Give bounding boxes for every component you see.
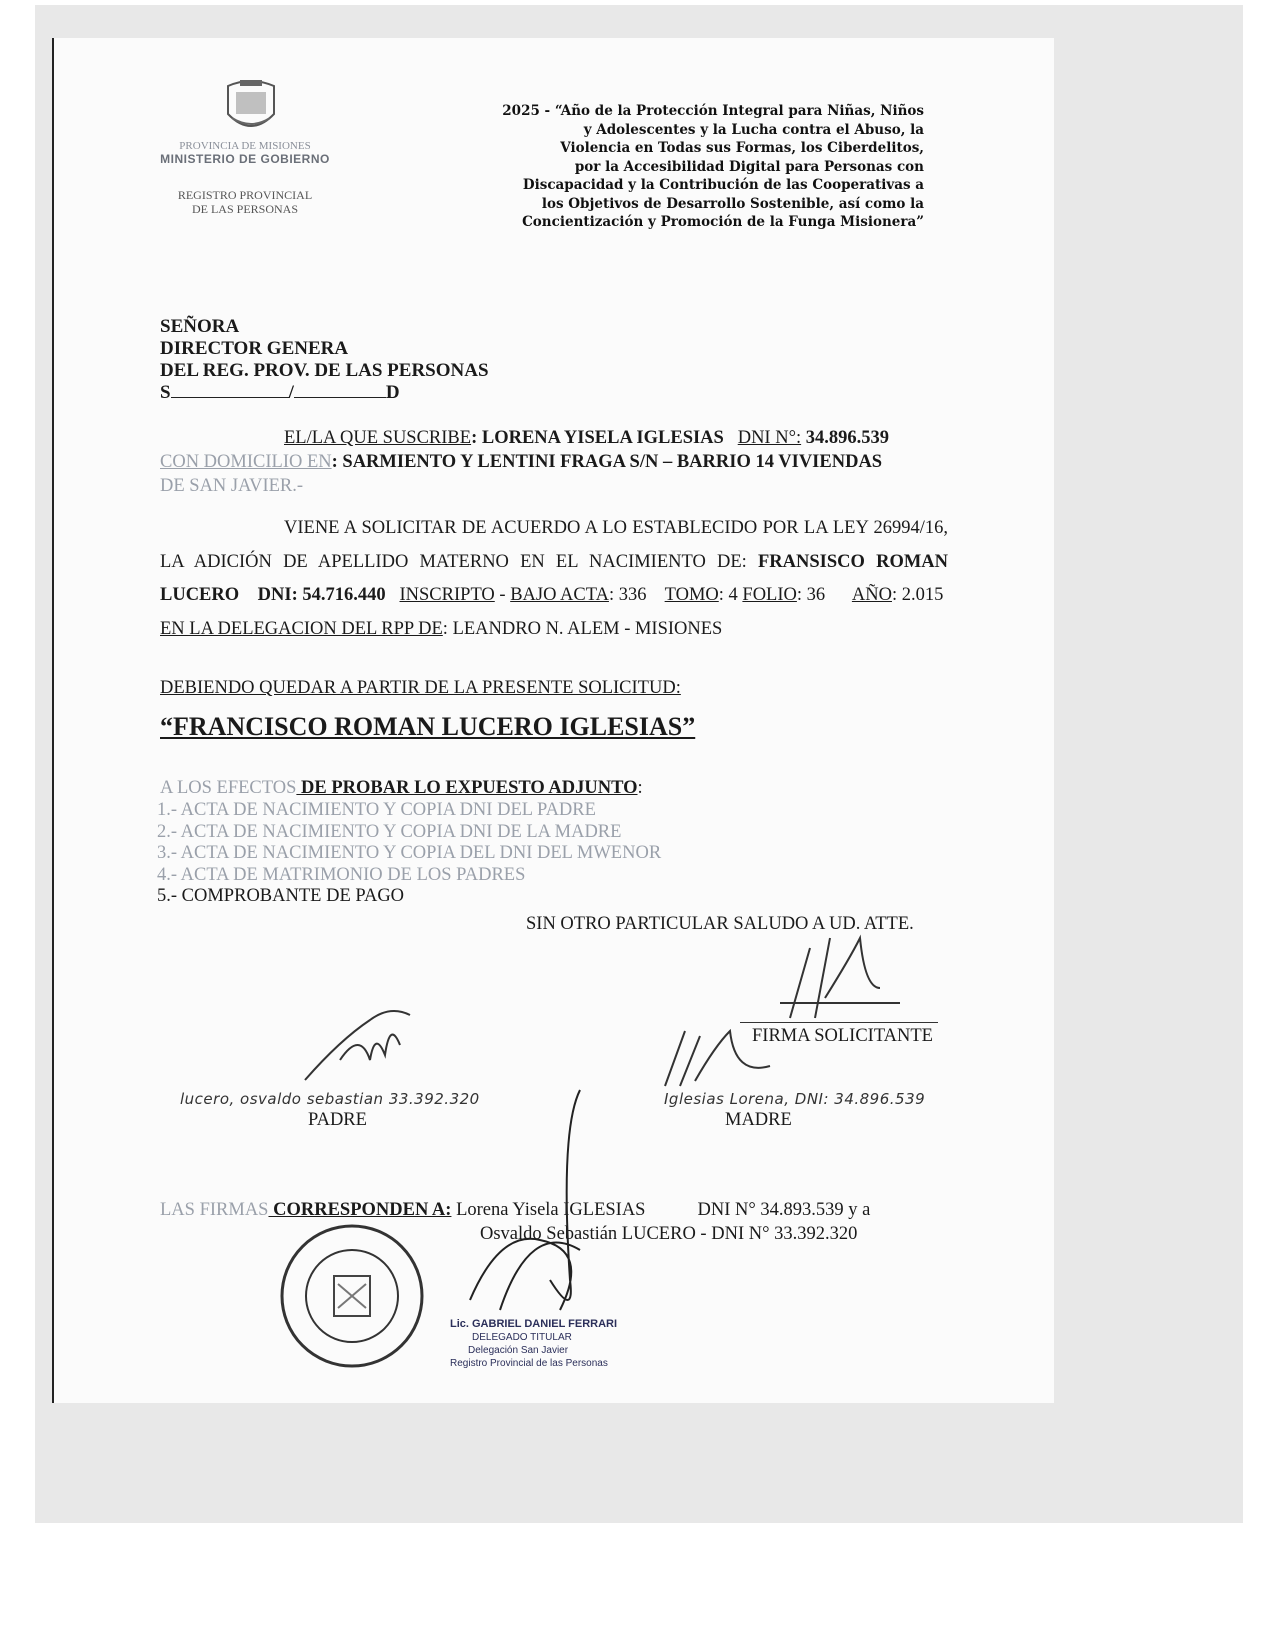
mother-handwritten-data: Iglesias Lorena, DNI: 34.896.539 (664, 1090, 926, 1108)
official-name: Lic. GABRIEL DANIEL FERRARI (450, 1318, 618, 1330)
official-registry: Registro Provincial de las Personas (450, 1358, 608, 1369)
header-ministry (150, 140, 340, 166)
anio-label: AÑO (851, 585, 892, 605)
acta-number: 336 (618, 585, 647, 605)
dni-label: DNI N°: (737, 428, 802, 448)
request-paragraph: VIENE A SOLICITAR DE ACUERDO A LO ESTABLECIDO POR LA LEY 26994/16, LA ADICIÓN DE APELLIDO MATERNO EN EL NACIMIENTO DE: FRANSISCO ROMAN LUCERO DNI: 54.716.440 INSCRIPTO - BAJO ACTA: 336 TOMO: 4 FOLIO: 36 AÑO: 2.015 EN LA DELEGACION DEL RPP DE: LEANDRO N. ALEM - MISIONES (160, 518, 949, 639)
applicant-dni: 34.896.539 (801, 428, 889, 448)
folio-number: 36 (806, 585, 826, 605)
subscriber-label: EL/LA QUE SUSCRIBE (284, 428, 472, 448)
applicant-city: DE SAN JAVIER.- (160, 476, 304, 496)
motto-line: por la Accesibilidad Digital para Personas con (574, 158, 924, 175)
official-seal (278, 1222, 426, 1370)
new-full-name: “FRANCISCO ROMAN LUCERO IGLESIAS” (160, 712, 696, 741)
father-handwritten-data: lucero, osvaldo sebastian 33.392.320 (180, 1090, 480, 1108)
registry-line-2: DE LAS PERSONAS (191, 202, 299, 216)
inscripto-label: INSCRIPTO (399, 585, 495, 605)
child-dni: 54.716.440 (302, 585, 386, 605)
list-item: 4.- ACTA DE MATRIMONIO DE LOS PADRES (157, 864, 526, 885)
addressee-line-2: DIRECTOR GENERA (160, 338, 349, 359)
folio-label: FOLIO (742, 585, 797, 605)
motto-line: Violencia en Todas sus Formas, los Ciberdelitos, (560, 140, 924, 156)
list-item: 3.- ACTA DE NACIMIENTO Y COPIA DEL DNI DEL MWENOR (157, 843, 662, 863)
addressee (160, 316, 489, 382)
official-stamp (450, 1318, 617, 1370)
motto-line: y Adolescentes y la Lucha contra el Abuso, la (583, 121, 924, 138)
slash: / (288, 382, 294, 403)
correspond-label-faded: LAS FIRMAS (160, 1200, 269, 1220)
applicant-domicile: : SARMIENTO Y LENTINI FRAGA S/N – BARRIO 14 VIVIENDAS (331, 452, 883, 472)
s-d-line (160, 382, 420, 404)
header-registry (170, 188, 320, 216)
attachments-title-text: DE PROBAR LO EXPUESTO ADJUNTO (296, 778, 638, 798)
applicant-signature (770, 928, 910, 1028)
motto-line: los Objetivos de Desarrollo Sostenible, así como la (541, 195, 924, 212)
padre-label: PADRE (308, 1110, 367, 1130)
debiendo-text: DEBIENDO QUEDAR A PARTIR DE LA PRESENTE SOLICITUD: (160, 678, 681, 698)
addressee-line-3: DEL REG. PROV. DE LAS PERSONAS (160, 360, 489, 381)
year-motto (420, 102, 924, 232)
mother-signature (660, 1026, 780, 1096)
domicile-label: CON DOMICILIO EN (160, 452, 332, 472)
attachments-title-faded: A LOS EFECTOS (160, 778, 297, 798)
official-office: Delegación San Javier (468, 1345, 569, 1356)
closing-text: SIN OTRO PARTICULAR SALUDO A UD. ATTE. (526, 914, 914, 934)
motto-line: Concientización y Promoción de la Funga Misionera” (522, 214, 924, 230)
addressee-line-1: SEÑORA (160, 316, 240, 337)
tomo-number: 4 (728, 585, 738, 605)
motto-line: 2025 - “Año de la Protección Integral para Niñas, Niños (502, 103, 924, 119)
delegacion-label: EN LA DELEGACION DEL RPP DE (160, 618, 443, 639)
d-letter: D (385, 382, 400, 403)
attachments-title: A LOS EFECTOS DE PROBAR LO EXPUESTO ADJUNTO: (160, 778, 643, 798)
signature-line (740, 1022, 938, 1023)
province-label: PROVINCIA DE MISIONES (179, 140, 311, 152)
applicant-block (160, 426, 948, 498)
correspond-label: CORRESPONDEN A: (268, 1200, 452, 1220)
correspond-person-1: Lorena Yisela IGLESIAS (451, 1200, 646, 1220)
list-item: 5.- COMPROBANTE DE PAGO (157, 886, 405, 906)
official-title: DELEGADO TITULAR (472, 1332, 572, 1343)
list-item: 2.- ACTA DE NACIMIENTO Y COPIA DNI DE LA MADRE (157, 821, 622, 842)
child-name: FRANSISCO ROMAN LUCERO (160, 551, 949, 605)
correspond-dni-1: DNI N° 34.893.539 y a (697, 1200, 871, 1220)
ministry-label: MINISTERIO DE GOBIERNO (160, 152, 330, 166)
anio-value: 2.015 (901, 585, 944, 605)
request-intro: VIENE A SOLICITAR DE ACUERDO A LO ESTABLECIDO POR LA LEY 26994/16, LA ADICIÓN DE APELLIDO MATERNO EN EL NACIMIENTO DE: (160, 518, 948, 572)
applicant-name: : LORENA YISELA IGLESIAS (471, 428, 724, 448)
child-dni-label: DNI: (257, 585, 298, 605)
official-signature (440, 1080, 640, 1330)
father-signature (300, 1000, 420, 1085)
coat-of-arms-icon (218, 78, 284, 136)
delegacion-value: LEANDRO N. ALEM - MISIONES (452, 618, 723, 639)
firma-solicitante-label: FIRMA SOLICITANTE (752, 1026, 933, 1046)
madre-label: MADRE (725, 1110, 792, 1130)
motto-line: Discapacidad y la Contribución de las Cooperativas a (522, 177, 924, 193)
attachments-list (157, 800, 661, 908)
list-item: 1.- ACTA DE NACIMIENTO Y COPIA DNI DEL PADRE (157, 800, 596, 820)
s-letter: S (160, 382, 171, 403)
bajo-acta-label: BAJO ACTA (510, 585, 609, 605)
tomo-label: TOMO (664, 585, 719, 605)
registry-line-1: REGISTRO PROVINCIAL (177, 188, 313, 202)
correspond-person-2: Osvaldo Sebastián LUCERO - DNI N° 33.392.320 (480, 1224, 858, 1244)
